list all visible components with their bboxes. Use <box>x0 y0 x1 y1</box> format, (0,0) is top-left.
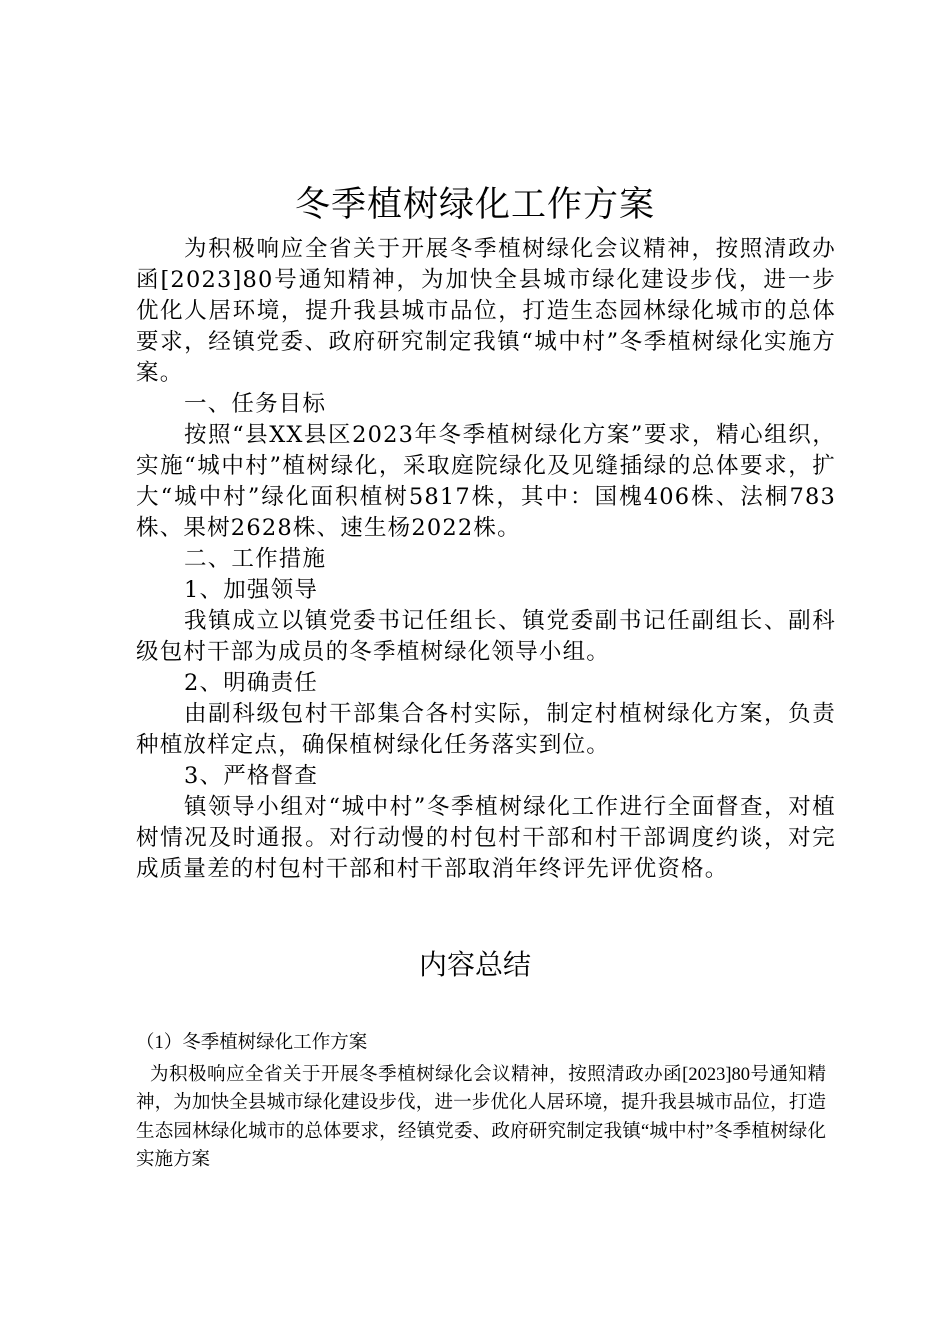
subheading-supervision: 3、严格督查 <box>184 763 319 789</box>
section-heading-goals: 一、任务目标 <box>184 391 327 417</box>
leadership-paragraph: 我镇成立以镇党委书记任组长、镇党委副书记任副组长、副科级包村干部为成员的冬季植树绿化领导小组。 <box>136 608 836 665</box>
supervision-paragraph: 镇领导小组对“城中村”冬季植树绿化工作进行全面督查，对植树情况及时通报。对行动慢的村包村干部和村干部调度约谈，对完成质量差的村包村干部和村干部取消年终评先评优资格。 <box>136 794 836 882</box>
summary-title: 内容总结 <box>418 948 531 981</box>
subheading-responsibility: 2、明确责任 <box>184 670 319 696</box>
document-title: 冬季植树绿化工作方案 <box>294 185 655 225</box>
subheading-leadership: 1、加强领导 <box>184 577 319 603</box>
summary-section <box>136 1029 826 1175</box>
summary-item-label: （1）冬季植树绿化工作方案 <box>136 1033 368 1053</box>
intro-paragraph: 为积极响应全省关于开展冬季植树绿化会议精神，按照清政办函[2023]80号通知精神，为加快全县城市绿化建设步伐，进一步优化人居环境，提升我县城市品位，打造生态园林绿化城市的总体要求，经镇党委、政府研究制定我镇“城中村”冬季植树绿化实施方案。 <box>136 236 836 386</box>
section-heading-measures: 二、工作措施 <box>184 546 327 572</box>
summary-item-text: 为积极响应全省关于开展冬季植树绿化会议精神，按照清政办函[2023]80号通知精神，为加快全县城市绿化建设步伐，进一步优化人居环境，提升我县城市品位，打造生态园林绿化城市的总体要求，经镇党委、政府研究制定我镇“城中村”冬季植树绿化实施方案 <box>136 1064 826 1170</box>
document-body <box>136 234 836 885</box>
responsibility-paragraph: 由副科级包村干部集合各村实际，制定村植树绿化方案，负责种植放样定点，确保植树绿化任务落实到位。 <box>136 701 836 758</box>
goals-paragraph: 按照“县XX县区2023年冬季植树绿化方案”要求，精心组织，实施“城中村”植树绿化，采取庭院绿化及见缝插绿的总体要求，扩大“城中村”绿化面积植树5817株，其中：国槐406株、法桐783株、果树2628株、速生杨2022株。 <box>136 422 836 541</box>
